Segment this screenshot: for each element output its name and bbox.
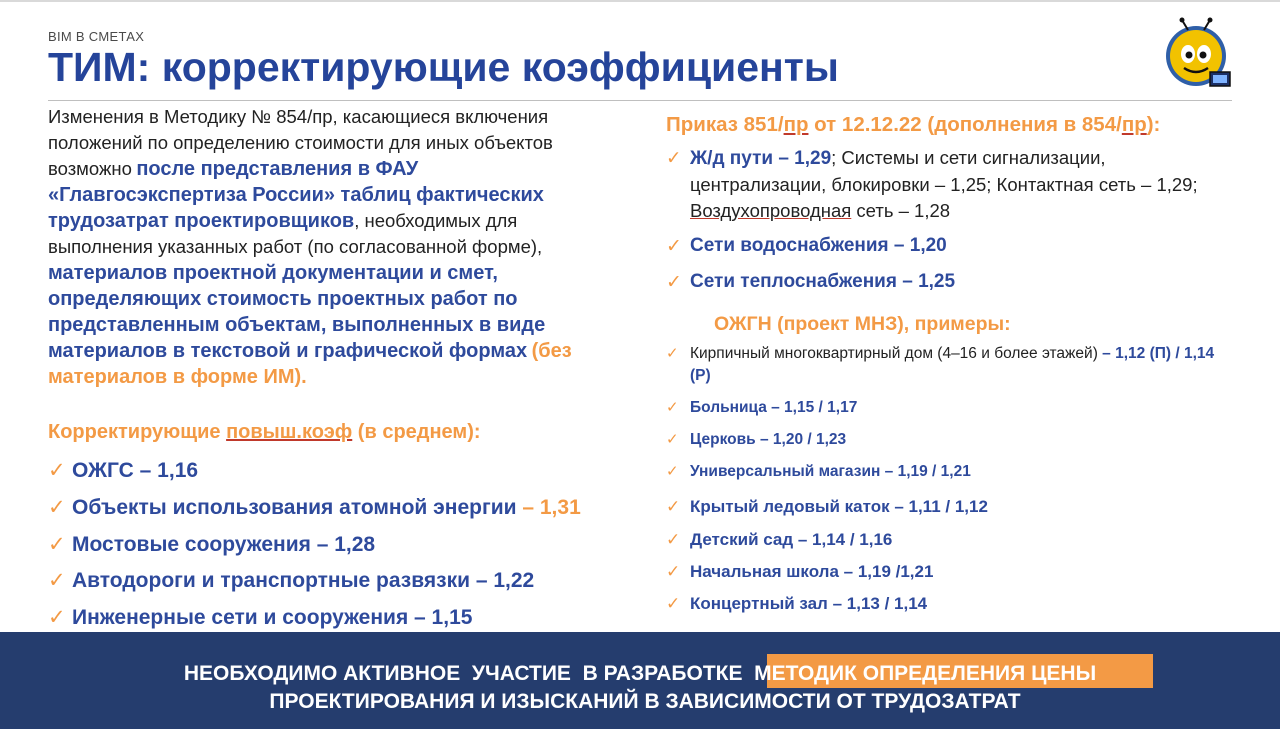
intro-text-1: Изменения в Методику № 854/пр, касающиеся включения положений по определению стоимости для иных объектов возможно bbox=[48, 106, 553, 179]
example-label: Больница – 1,15 / 1,17 bbox=[690, 399, 858, 416]
water-item bbox=[666, 235, 1226, 258]
left-list-item bbox=[48, 568, 534, 593]
check-icon: ✓ bbox=[666, 497, 681, 516]
example-label: Концертный зал – 1,13 / 1,14 bbox=[690, 594, 928, 613]
rail-end: сеть – 1,28 bbox=[851, 200, 951, 221]
intro-highlight-1: после представления в ФАУ «Главгосэкспертиза России» таблиц фактических трудозатрат проектировщиков bbox=[48, 158, 544, 232]
left-item-label: Автодороги и транспортные развязки – 1,22 bbox=[72, 569, 535, 592]
example-item bbox=[666, 429, 1226, 451]
check-icon: ✓ bbox=[666, 463, 679, 480]
check-icon: ✓ bbox=[666, 236, 682, 257]
left-heading-underlined: повыш.коэф bbox=[226, 421, 353, 443]
rail-bold: Ж/д пути – 1,29 bbox=[690, 148, 832, 169]
check-icon: ✓ bbox=[48, 569, 66, 592]
heat-item bbox=[666, 271, 1226, 294]
rail-item bbox=[666, 145, 1226, 224]
left-item-label: ОЖГС – 1,16 bbox=[72, 459, 199, 482]
left-item-label: Мостовые сооружения – 1,28 bbox=[72, 533, 376, 556]
example-label: Крытый ледовый каток – 1,11 / 1,12 bbox=[690, 497, 988, 516]
example-label: Церковь – 1,20 / 1,23 bbox=[690, 431, 847, 448]
example-item bbox=[666, 562, 933, 582]
water-label: Сети водоснабжения – 1,20 bbox=[690, 235, 947, 256]
example-label: Универсальный магазин – 1,19 / 1,21 bbox=[690, 463, 971, 480]
rail-underlined: Воздухопроводная bbox=[690, 200, 852, 221]
check-icon: ✓ bbox=[666, 147, 682, 168]
page-title: ТИМ: корректирующие коэффициенты bbox=[48, 44, 839, 90]
example-item bbox=[666, 461, 1226, 483]
left-item-value: – 1,31 bbox=[516, 496, 581, 519]
ozhgn-heading: ОЖГН (проект МНЗ), примеры: bbox=[714, 313, 1011, 335]
check-icon: ✓ bbox=[666, 431, 679, 448]
example-label: Начальная школа – 1,19 /1,21 bbox=[690, 562, 934, 581]
brick-label: Кирпичный многоквартирный дом (4–16 и более этажей) bbox=[690, 345, 1098, 362]
right-heading-mid: от 12.12.22 (дополнения в 854/ bbox=[808, 113, 1122, 136]
left-heading bbox=[48, 421, 481, 444]
example-item bbox=[666, 343, 1226, 387]
check-icon: ✓ bbox=[48, 459, 66, 482]
check-icon: ✓ bbox=[666, 345, 679, 362]
check-icon: ✓ bbox=[666, 272, 682, 293]
intro-paragraph bbox=[48, 104, 608, 390]
right-heading-underlined-2: пр bbox=[1121, 113, 1147, 136]
left-item-label: Инженерные сети и сооружения – 1,15 bbox=[72, 606, 473, 629]
left-list-item bbox=[48, 605, 472, 630]
example-item bbox=[666, 497, 988, 517]
check-icon: ✓ bbox=[666, 562, 681, 581]
check-icon: ✓ bbox=[48, 496, 66, 519]
banner-text-b: МЕТОДИК ОПРЕДЕЛЕНИЯ ЦЕНЫ bbox=[754, 662, 1097, 685]
rail-rest: ; Системы и сети сигнализации, централизации, блокировки – 1,25; Контактная сеть – 1,29; bbox=[690, 147, 1198, 195]
banner-text-a: НЕОБХОДИМО АКТИВНОЕ УЧАСТИЕ В РАЗРАБОТКЕ bbox=[183, 662, 755, 685]
example-label: Детский сад – 1,14 / 1,16 bbox=[690, 530, 893, 549]
left-list-item bbox=[48, 495, 581, 520]
heat-label: Сети теплоснабжения – 1,25 bbox=[690, 271, 956, 292]
intro-text-2: , необходимых для выполнения указанных работ (по согласованной форме), bbox=[48, 210, 543, 257]
right-heading-pre: Приказ 851/ bbox=[666, 113, 784, 136]
intro-highlight-2: материалов проектной документации и смет, определяющих стоимость проектных работ по представленным объектам, выполненных в виде материалов в текстовой и графической формах bbox=[48, 262, 546, 362]
section-label: BIM В СМЕТАХ bbox=[48, 29, 145, 44]
right-heading bbox=[666, 113, 1160, 137]
top-border bbox=[0, 0, 1280, 2]
banner-line-2: ПРОЕКТИРОВАНИЯ И ИЗЫСКАНИЙ В ЗАВИСИМОСТИ ОТ ТРУДОЗАТРАТ bbox=[269, 690, 1021, 713]
left-item-label: Объекты использования атомной энергии bbox=[72, 496, 517, 519]
left-list-item bbox=[48, 458, 198, 483]
brick-value: – 1,12 (П) / 1,14 (Р) bbox=[690, 345, 1215, 384]
check-icon: ✓ bbox=[666, 530, 681, 549]
left-heading-post: (в среднем): bbox=[352, 421, 481, 443]
example-item bbox=[666, 530, 892, 550]
right-heading-underlined-1: пр bbox=[783, 113, 809, 136]
left-heading-pre: Корректирующие bbox=[48, 421, 227, 443]
check-icon: ✓ bbox=[48, 533, 66, 556]
left-list-item bbox=[48, 532, 375, 557]
intro-note: (без материалов в форме ИМ). bbox=[48, 340, 572, 388]
banner-line-1 bbox=[0, 662, 1280, 686]
check-icon: ✓ bbox=[48, 606, 66, 629]
title-divider bbox=[48, 100, 1232, 101]
bee-mascot-logo bbox=[1160, 16, 1238, 94]
example-item bbox=[666, 594, 927, 614]
example-item bbox=[666, 397, 1226, 419]
check-icon: ✓ bbox=[666, 594, 681, 613]
check-icon: ✓ bbox=[666, 399, 679, 416]
right-heading-post: ): bbox=[1146, 113, 1161, 136]
